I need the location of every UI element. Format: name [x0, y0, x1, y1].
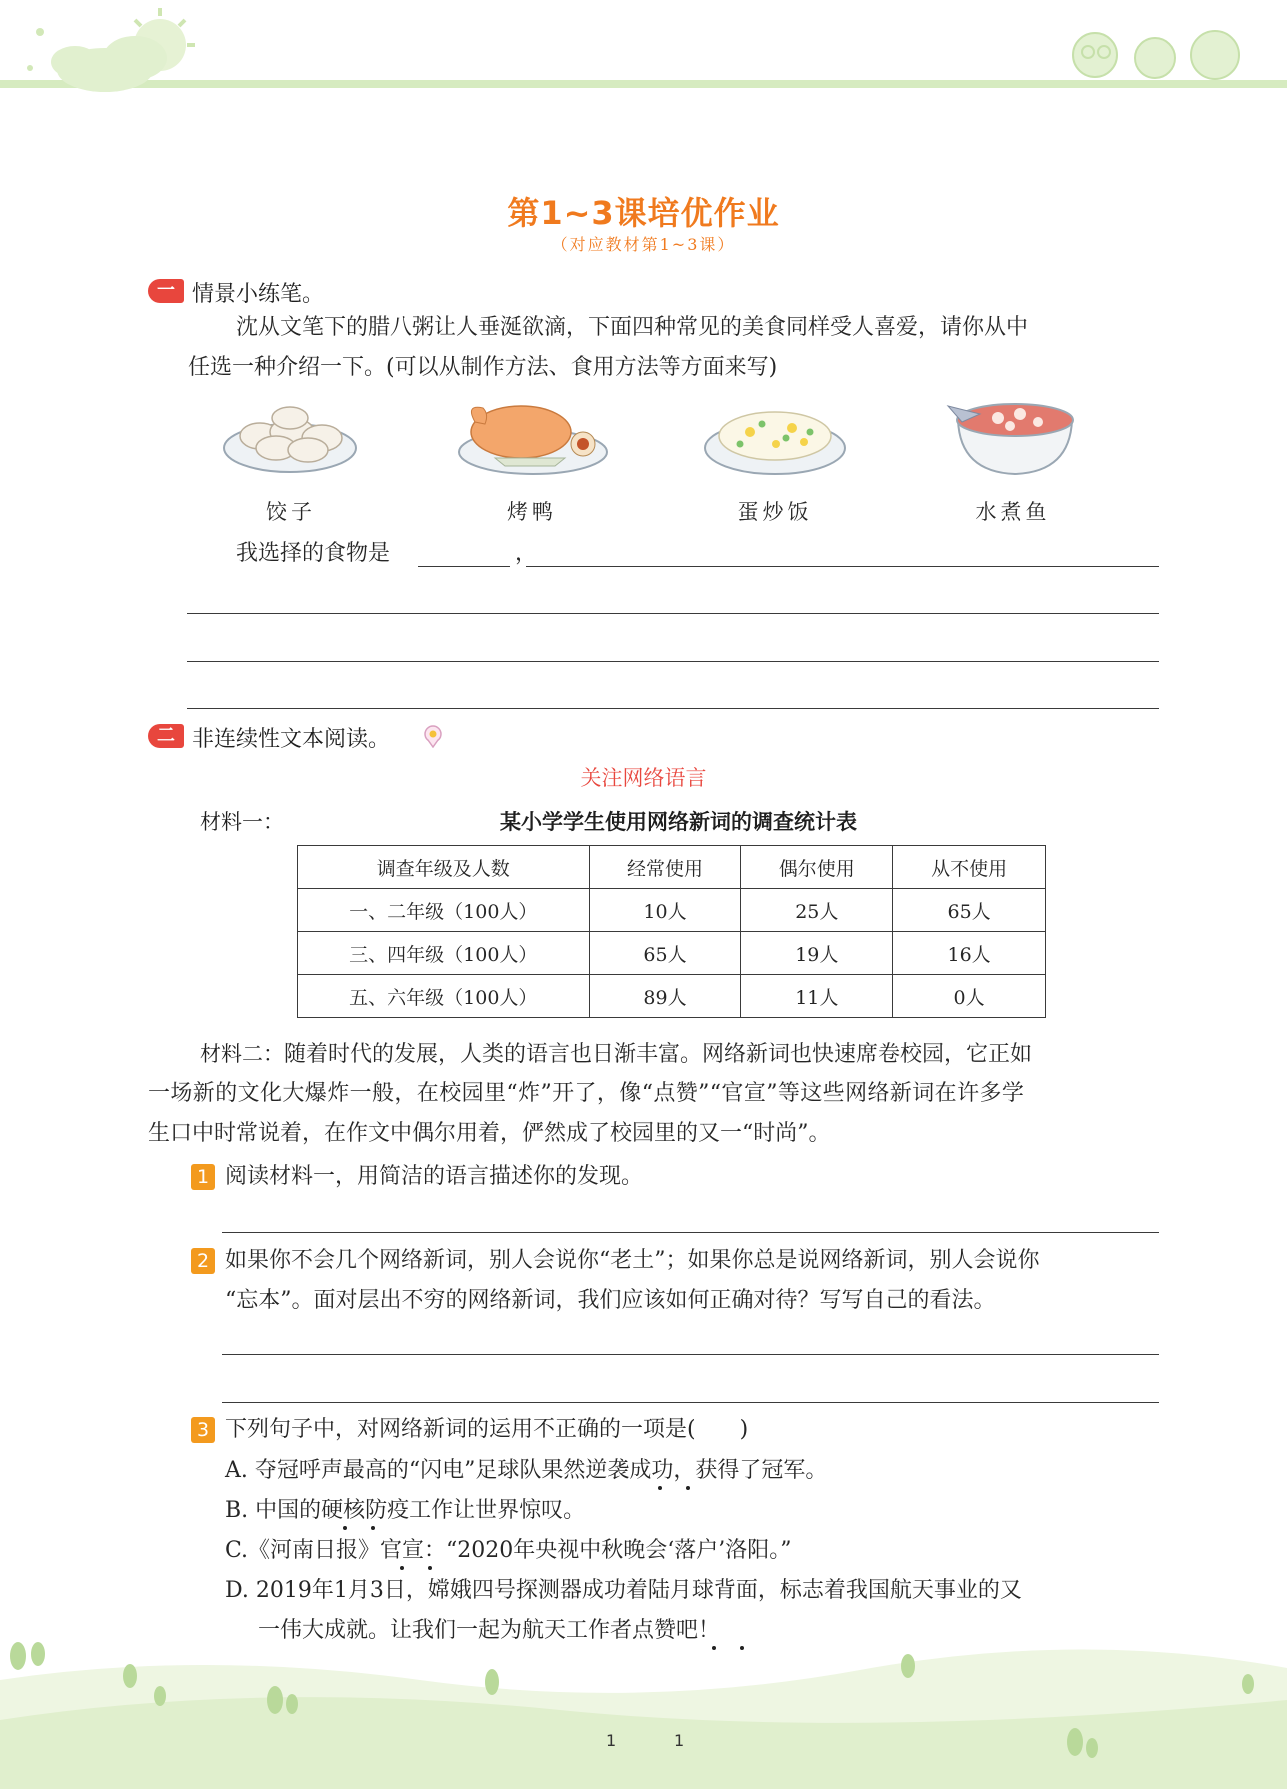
food-label-roast-duck: 烤鸭	[507, 500, 557, 524]
question-2-text-line-2: “忘本”。面对层出不穷的网络新词，我们应该如何正确对待？写写自己的看法。	[225, 1288, 996, 1313]
material-2-label	[200, 1034, 1032, 1075]
table-header-cell: 调查年级及人数	[298, 846, 590, 889]
location-pin-icon	[422, 724, 444, 748]
option-b[interactable]: B. 中国的硬核防疫工作让世界惊叹。	[225, 1498, 586, 1523]
material-2-label-text: 材料二：	[200, 1042, 284, 1066]
material-1-label: 材料一：	[200, 810, 284, 834]
page-subtitle: （对应教材第1~3课）	[551, 235, 736, 254]
answer-line[interactable]	[187, 661, 1159, 662]
roast-duck-illustration	[455, 392, 610, 482]
table-header-cell: 从不使用	[893, 846, 1046, 889]
table-title: 某小学学生使用网络新词的调查统计表	[500, 810, 857, 834]
food-label-boiled-fish: 水煮鱼	[975, 500, 1051, 524]
page-number-left: 1	[606, 1731, 617, 1750]
table-cell: 65人	[893, 889, 1046, 932]
boiled-fish-illustration	[940, 392, 1090, 482]
table-cell: 11人	[741, 975, 893, 1018]
section-1-badge: 一	[148, 279, 184, 303]
food-label-egg-fried-rice: 蛋炒饭	[737, 500, 813, 524]
material-2-line-2: 一场新的文化大爆炸一般，在校园里“炸”开了，像“点赞”“官宣”等这些网络新词在许多学	[148, 1081, 1025, 1106]
question-3-number: 3	[191, 1417, 215, 1443]
page-number-right: 1	[674, 1731, 685, 1750]
emphasis-dot	[428, 1566, 432, 1570]
section-2-badge: 二	[148, 724, 184, 748]
material-2-line-1: 随着时代的发展，人类的语言也日渐丰富。网络新词也快速席卷校园，它正如	[284, 1042, 1033, 1067]
emphasis-dot	[400, 1566, 404, 1570]
section-2-title: 非连续性文本阅读。	[192, 727, 391, 752]
survey-table	[297, 845, 1046, 1018]
page-title: 第1~3课培优作业	[507, 194, 780, 232]
food-label-dumplings: 饺子	[266, 500, 316, 524]
table-header-cell: 经常使用	[589, 846, 741, 889]
answer-line[interactable]	[187, 708, 1159, 709]
reading-heading: 关注网络语言	[580, 766, 707, 790]
table-cell: 25人	[741, 889, 893, 932]
dumplings-illustration	[220, 392, 360, 482]
option-a[interactable]: A. 夺冠呼声最高的“闪电”足球队果然逆袭成功，获得了冠军。	[225, 1458, 828, 1483]
option-c[interactable]: C.《河南日报》官宣：“2020年央视中秋晚会‘落户’洛阳。”	[225, 1538, 792, 1563]
material-2-line-3: 生口中时常说着，在作文中偶尔用着，俨然成了校园里的又一“时尚”。	[148, 1121, 831, 1146]
table-header-cell: 偶尔使用	[741, 846, 893, 889]
option-d-line-2[interactable]: 一伟大成就。让我们一起为航天工作者点赞吧！	[258, 1618, 721, 1643]
emphasis-dot	[686, 1486, 690, 1490]
table-cell: 三、四年级（100人）	[298, 932, 590, 975]
animal-friends-icon	[1073, 31, 1239, 79]
section-1-intro-line-2: 任选一种介绍一下。(可以从制作方法、食用方法等方面来写)	[188, 355, 778, 380]
table-row	[298, 932, 1046, 975]
question-2-text-line-1: 如果你不会几个网络新词，别人会说你“老土”；如果你总是说网络新词，别人会说你	[225, 1248, 1040, 1273]
question-1-text: 阅读材料一，用简洁的语言描述你的发现。	[225, 1164, 644, 1189]
option-d-line-1[interactable]: D. 2019年1月3日，嫦娥四号探测器成功着陆月球背面，标志着我国航天事业的又	[225, 1578, 1022, 1603]
egg-fried-rice-illustration	[700, 392, 850, 482]
answer-line[interactable]	[222, 1354, 1159, 1355]
answer-line[interactable]	[222, 1232, 1159, 1233]
table-cell: 五、六年级（100人）	[298, 975, 590, 1018]
star-icon	[27, 28, 44, 71]
table-row	[298, 889, 1046, 932]
answer-line[interactable]	[526, 566, 1159, 567]
answer-line[interactable]	[187, 613, 1159, 614]
emphasis-dot	[371, 1526, 375, 1530]
food-choice-blank[interactable]	[418, 566, 510, 567]
food-choice-prompt: 我选择的食物是	[236, 541, 391, 566]
table-cell: 65人	[589, 932, 741, 975]
table-cell: 一、二年级（100人）	[298, 889, 590, 932]
footer-landscape	[0, 1610, 1287, 1789]
section-1-title: 情景小练笔。	[192, 282, 325, 307]
table-header-row	[298, 846, 1046, 889]
table-row	[298, 975, 1046, 1018]
table-cell: 16人	[893, 932, 1046, 975]
emphasis-dot	[343, 1526, 347, 1530]
table-cell: 19人	[741, 932, 893, 975]
question-3-text: 下列句子中，对网络新词的运用不正确的一项是( )	[225, 1417, 749, 1442]
answer-line[interactable]	[222, 1402, 1159, 1403]
question-1-number: 1	[191, 1164, 215, 1190]
header-decoration	[0, 0, 1287, 110]
question-2-number: 2	[191, 1248, 215, 1274]
food-choice-separator: ，	[515, 541, 538, 566]
section-1-intro-line-1: 沈从文笔下的腊八粥让人垂涎欲滴，下面四种常见的美食同样受人喜爱，请你从中	[236, 315, 1029, 340]
table-cell: 10人	[589, 889, 741, 932]
table-cell: 89人	[589, 975, 741, 1018]
emphasis-dot	[658, 1486, 662, 1490]
table-cell: 0人	[893, 975, 1046, 1018]
